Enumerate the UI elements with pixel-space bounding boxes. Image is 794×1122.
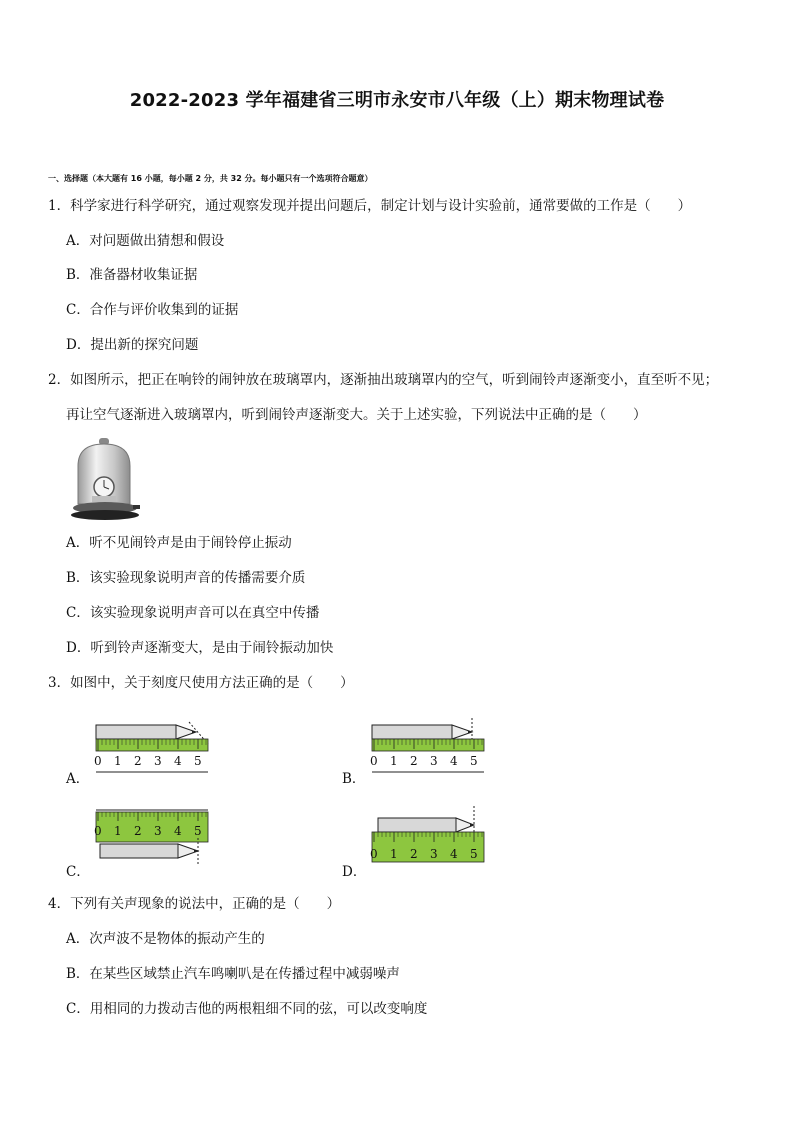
ruler-figure-d[interactable] (368, 806, 488, 866)
q1-option-b[interactable]: B．准备器材收集证据 (66, 267, 198, 283)
ruler-d-tick-0: 0 (370, 847, 378, 861)
ruler-a-tick-2: 2 (134, 754, 142, 768)
ruler-c-tick-3: 3 (154, 824, 162, 838)
question-2-stem-line1: 2．如图所示，把正在响铃的闹钟放在玻璃罩内，逐渐抽出玻璃罩内的空气，听到闹铃声逐渐变小，直至听不见； (48, 372, 719, 388)
q3-option-a-label[interactable]: A． (66, 771, 90, 787)
ruler-c-tick-0: 0 (94, 824, 102, 838)
q3-option-d-label[interactable]: D． (342, 864, 367, 880)
ruler-a-tick-3: 3 (154, 754, 162, 768)
section-heading: 一、选择题（本大题有 16 小题，每小题 2 分，共 32 分。每小题只有一个选项符合题意） (48, 174, 373, 183)
ruler-a-tick-0: 0 (94, 754, 102, 768)
ruler-d-tick-1: 1 (390, 847, 398, 861)
ruler-figure-b[interactable] (368, 718, 488, 774)
q3-option-b-label[interactable]: B． (342, 771, 366, 787)
ruler-b-tick-4: 4 (450, 754, 458, 768)
q2-option-b[interactable]: B．该实验现象说明声音的传播需要介质 (66, 570, 306, 586)
ruler-a-tick-5: 5 (194, 754, 202, 768)
q4-option-a[interactable]: A．次声波不是物体的振动产生的 (66, 931, 265, 947)
ruler-d-tick-2: 2 (410, 847, 418, 861)
ruler-b-tick-0: 0 (370, 754, 378, 768)
ruler-a-tick-1: 1 (114, 754, 122, 768)
ruler-b-tick-5: 5 (470, 754, 478, 768)
ruler-d-tick-5: 5 (470, 847, 478, 861)
q1-option-a[interactable]: A．对问题做出猜想和假设 (66, 233, 225, 249)
ruler-c-tick-5: 5 (194, 824, 202, 838)
ruler-b-tick-3: 3 (430, 754, 438, 768)
ruler-d-tick-3: 3 (430, 847, 438, 861)
q1-option-d[interactable]: D．提出新的探究问题 (66, 337, 199, 353)
ruler-c-tick-4: 4 (174, 824, 182, 838)
bell-jar-figure (70, 438, 140, 520)
question-4-stem: 4．下列有关声现象的说法中，正确的是（ ） (48, 896, 341, 912)
q1-option-c[interactable]: C．合作与评价收集到的证据 (66, 302, 239, 318)
q2-option-a[interactable]: A．听不见闹铃声是由于闹铃停止振动 (66, 535, 292, 551)
ruler-a-tick-4: 4 (174, 754, 182, 768)
ruler-figure-c[interactable] (92, 808, 212, 866)
q4-option-c[interactable]: C．用相同的力拨动吉他的两根粗细不同的弦，可以改变响度 (66, 1001, 428, 1017)
question-2-stem-line2: 再让空气逐渐进入玻璃罩内，听到闹铃声逐渐变大。关于上述实验，下列说法中正确的是（ ） (66, 407, 647, 423)
question-1-stem: 1．科学家进行科学研究，通过观察发现并提出问题后，制定计划与设计实验前，通常要做的工作是（ ） (48, 198, 692, 214)
q4-option-b[interactable]: B．在某些区域禁止汽车鸣喇叭是在传播过程中减弱噪声 (66, 966, 400, 982)
ruler-c-tick-2: 2 (134, 824, 142, 838)
q2-option-c[interactable]: C．该实验现象说明声音可以在真空中传播 (66, 605, 320, 621)
page-title: 2022-2023 学年福建省三明市永安市八年级（上）期末物理试卷 (129, 90, 665, 111)
q3-option-c-label[interactable]: C． (66, 864, 90, 880)
ruler-figure-a[interactable] (92, 718, 212, 774)
ruler-d-tick-4: 4 (450, 847, 458, 861)
q2-option-d[interactable]: D．听到铃声逐渐变大，是由于闹铃振动加快 (66, 640, 334, 656)
question-3-stem: 3．如图中，关于刻度尺使用方法正确的是（ ） (48, 675, 354, 691)
ruler-c-tick-1: 1 (114, 824, 122, 838)
ruler-b-tick-2: 2 (410, 754, 418, 768)
ruler-b-tick-1: 1 (390, 754, 398, 768)
